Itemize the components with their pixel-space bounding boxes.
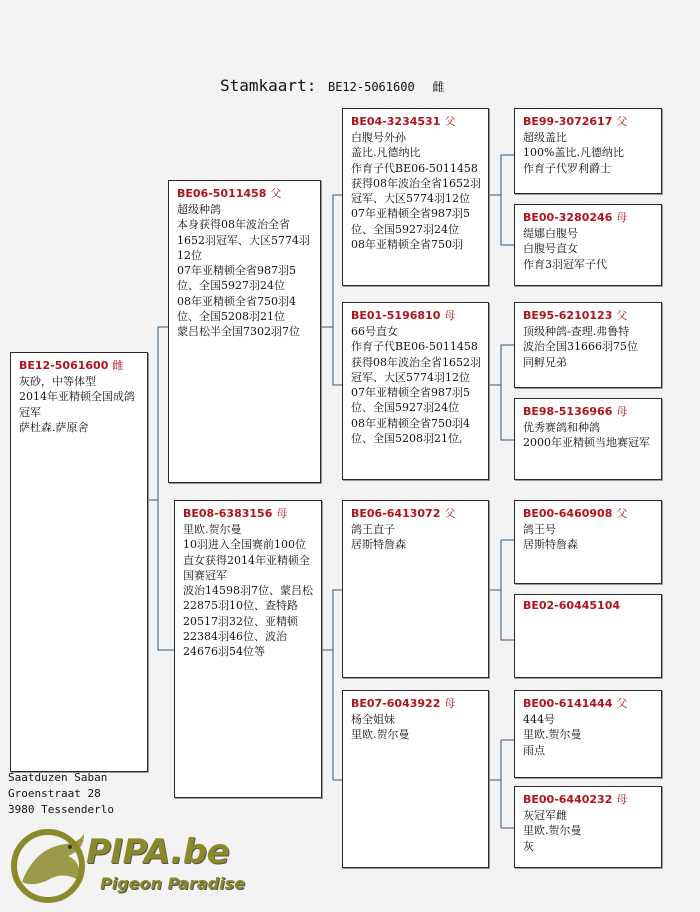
pedigree-box-subject[interactable] [10,352,148,772]
pedigree-box-header [343,109,488,129]
sex-label: 母 [616,211,628,224]
ring-number: BE12-5061600 [19,359,109,372]
sex-label: 母 [616,793,628,806]
ring-number: BE95-6210123 [523,309,613,322]
pedigree-box-mmm[interactable] [514,786,662,868]
pedigree-box-text: 66号直女 作育子代BE06-5011458获得08年波治全省1652羽冠军、大区5774羽12位 07年亚精顿全省987羽5位、全国5927羽24位 08年亚精顿全省750羽4位、全国5208羽21位, [351,325,481,446]
pedigree-box-mm[interactable] [342,690,489,868]
ring-number: BE00-6460908 [523,507,613,520]
pedigree-box-text: 444号 里欧.贺尔曼 雨点 [523,713,582,757]
pedigree-box-header [11,353,147,373]
pedigree-box-header [343,501,488,521]
sex-label: 父 [616,697,628,710]
pedigree-box-mf[interactable] [342,500,489,678]
sex-label: 母 [276,507,288,520]
ring-number: BE02-60445104 [523,599,621,612]
sex-label: 父 [444,115,456,128]
title-label: Stamkaart: [220,76,317,95]
pedigree-box-fmf[interactable] [514,302,662,388]
pedigree-box-header [515,787,661,807]
sex-label: 父 [270,187,282,200]
pedigree-box-header [515,303,661,323]
pedigree-box-mmf[interactable] [514,690,662,778]
pedigree-box-header [343,691,488,711]
sex-label: 母 [444,697,456,710]
ring-number: BE06-5011458 [177,187,267,200]
pedigree-box-text: 杨全姐妹 里欧.贺尔曼 [351,713,410,742]
pedigree-box-fmm[interactable] [514,398,662,480]
pedigree-box-text: 超级种鸽 本身获得08年波治全省1652羽冠军、大区5774羽12位 07年亚精顿全省987羽5位、全国5927羽24位 08年亚精顿全省750羽4位、全国5208羽21位 蒙吕松半全国7302羽7位 [177,203,310,339]
pedigree-box-header [343,303,488,323]
ring-number: BE06-6413072 [351,507,441,520]
ring-number: BE00-3280246 [523,211,613,224]
pedigree-box-fff[interactable] [514,108,662,194]
pedigree-box-header [515,691,661,711]
sex-label: 雌 [112,359,124,372]
owner-address [8,770,114,818]
sex-label: 父 [616,507,628,520]
pedigree-box-mff[interactable] [514,500,662,584]
owner-street: Groenstraat 28 [8,787,101,800]
sex-label: 父 [616,309,628,322]
pedigree-box-header [515,595,661,612]
logo-wordmark: PIPA.be [86,832,230,872]
pedigree-box-text: 缇娜白腹号 白腹号直女 作育3羽冠军子代 [523,227,607,271]
pedigree-box-header [515,399,661,419]
ring-number: BE01-5196810 [351,309,441,322]
pedigree-box-header [169,181,320,201]
pedigree-box-fm[interactable] [342,302,489,480]
sex-label: 母 [616,405,628,418]
sex-label: 父 [444,507,456,520]
pedigree-box-mother[interactable] [174,500,322,798]
owner-city: 3980 Tessenderlo [8,803,114,816]
ring-number: BE98-5136966 [523,405,613,418]
pedigree-box-text [515,612,661,613]
ring-number: BE00-6440232 [523,793,613,806]
pedigree-box-header [515,205,661,225]
pedigree-box-text: 鸽王号 居斯特詹森 [523,523,578,552]
logo-tagline: Pigeon Paradise [100,874,245,893]
sex-label: 父 [616,115,628,128]
ring-number: BE00-6141444 [523,697,613,710]
sex-label: 母 [444,309,456,322]
pedigree-box-mfm[interactable] [514,594,662,678]
ring-number: BE08-6383156 [183,507,273,520]
pedigree-box-ff[interactable] [342,108,489,286]
ring-number: BE07-6043922 [351,697,441,710]
pedigree-box-text: 里欧.贺尔曼 10羽进入全国赛前100位 直女获得2014年亚精顿全国赛冠军 波治14598羽7位、蒙吕松22875羽10位、查特路20517羽32位、亚精顿22384羽46位、波治24676羽54位等 [183,523,313,659]
pedigree-box-text: 超级盖比 100%盖比.凡德纳比 作育子代罗利爵士 [523,131,624,175]
title-reg: BE12-5061600 [327,80,415,94]
pedigree-box-text: 优秀赛鸽和种鸽 2000年亚精顿当地赛冠军 [523,421,650,450]
pedigree-box-text: 灰冠军雌 里欧.贺尔曼 灰 [523,809,582,853]
title-sex: 雌 [432,80,445,94]
pedigree-box-father[interactable] [168,180,321,483]
pedigree-box-text: 白腹号外孙 盖比.凡德纳比 作育子代BE06-5011458获得08年波治全省1652羽冠军、大区5774羽12位 07年亚精顿全省987羽5位、全国5927羽24位 08年亚精顿全省750羽 [351,131,481,252]
pedigree-box-ffm[interactable] [514,204,662,286]
pedigree-box-header [515,109,661,129]
owner-name: Saatduzen Saban [8,771,108,784]
ring-number: BE04-3234531 [351,115,441,128]
ring-number: BE99-3072617 [523,115,613,128]
pedigree-box-header [175,501,321,521]
pedigree-box-text: 鸽王直子 居斯特詹森 [351,523,406,552]
pedigree-box-text: 灰砂，中等体型 2014年亚精顿全国成鸽冠军 萨杜森.萨原舍 [19,375,135,434]
pedigree-box-header [515,501,661,521]
pedigree-box-text: 顶级种鸽-查理.弗鲁特 波治全国31666羽75位 同孵兄弟 [523,325,638,369]
